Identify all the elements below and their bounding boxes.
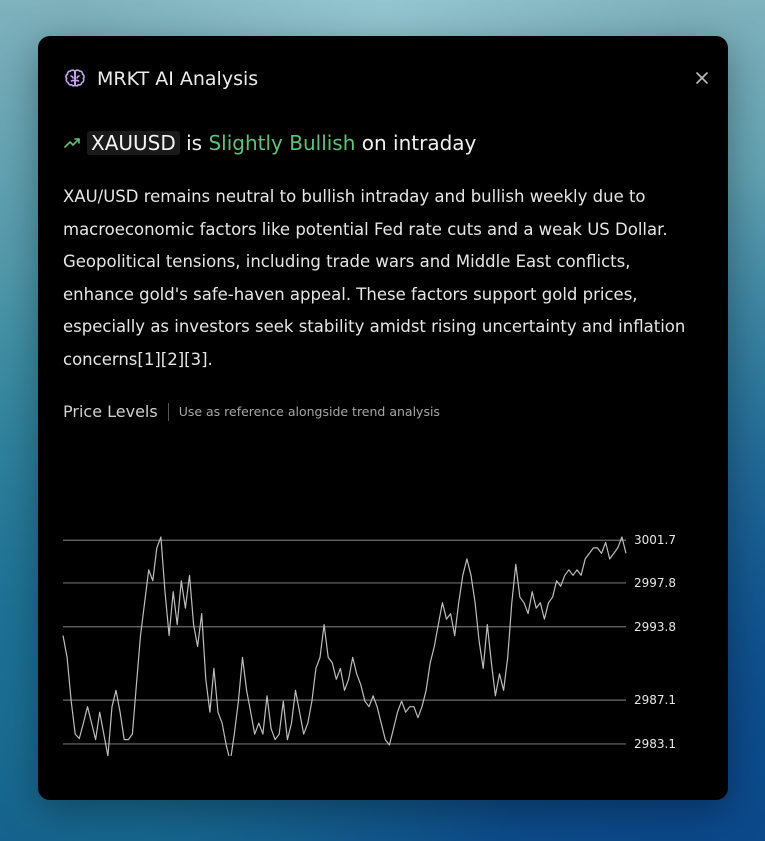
panel-header xyxy=(63,66,258,92)
header-divider xyxy=(168,403,169,421)
analysis-description: XAU/USD remains neutral to bullish intraday and bullish weekly due to macroeconomic factors like potential Fed rate cuts and a weak US Dollar. Geopolitical tensions, including trade wars and Middle East conflicts, enhance gold's safe-haven appeal. These factors support gold prices, especially as investors seek stability amidst rising uncertainty and inflation concerns[1][2][3]. xyxy=(63,187,686,369)
trending-up-icon xyxy=(63,136,83,150)
close-icon[interactable] xyxy=(694,70,710,86)
ai-analysis-panel xyxy=(38,36,728,800)
price-level-label: 2987.1 xyxy=(634,693,676,708)
price-level-label: 2997.8 xyxy=(634,575,676,590)
brain-icon xyxy=(63,67,87,91)
price-level-label: 2993.8 xyxy=(634,619,676,634)
sentiment-label: Slightly Bullish xyxy=(208,131,356,155)
price-levels-chart xyxy=(38,506,728,756)
ticker-symbol: XAUUSD xyxy=(87,131,180,155)
price-levels-title: Price Levels xyxy=(63,402,158,421)
price-levels-subtitle: Use as reference alongside trend analysis xyxy=(178,404,440,419)
sentiment-headline xyxy=(63,131,476,155)
verdict-is: is xyxy=(186,131,203,155)
price-level-label: 2983.1 xyxy=(634,736,676,751)
price-series-line xyxy=(63,537,626,756)
panel-title: MRKT AI Analysis xyxy=(97,68,259,90)
verdict-timeframe: on intraday xyxy=(361,131,477,155)
price-levels-header xyxy=(63,402,440,421)
price-level-label: 3001.7 xyxy=(634,533,676,548)
